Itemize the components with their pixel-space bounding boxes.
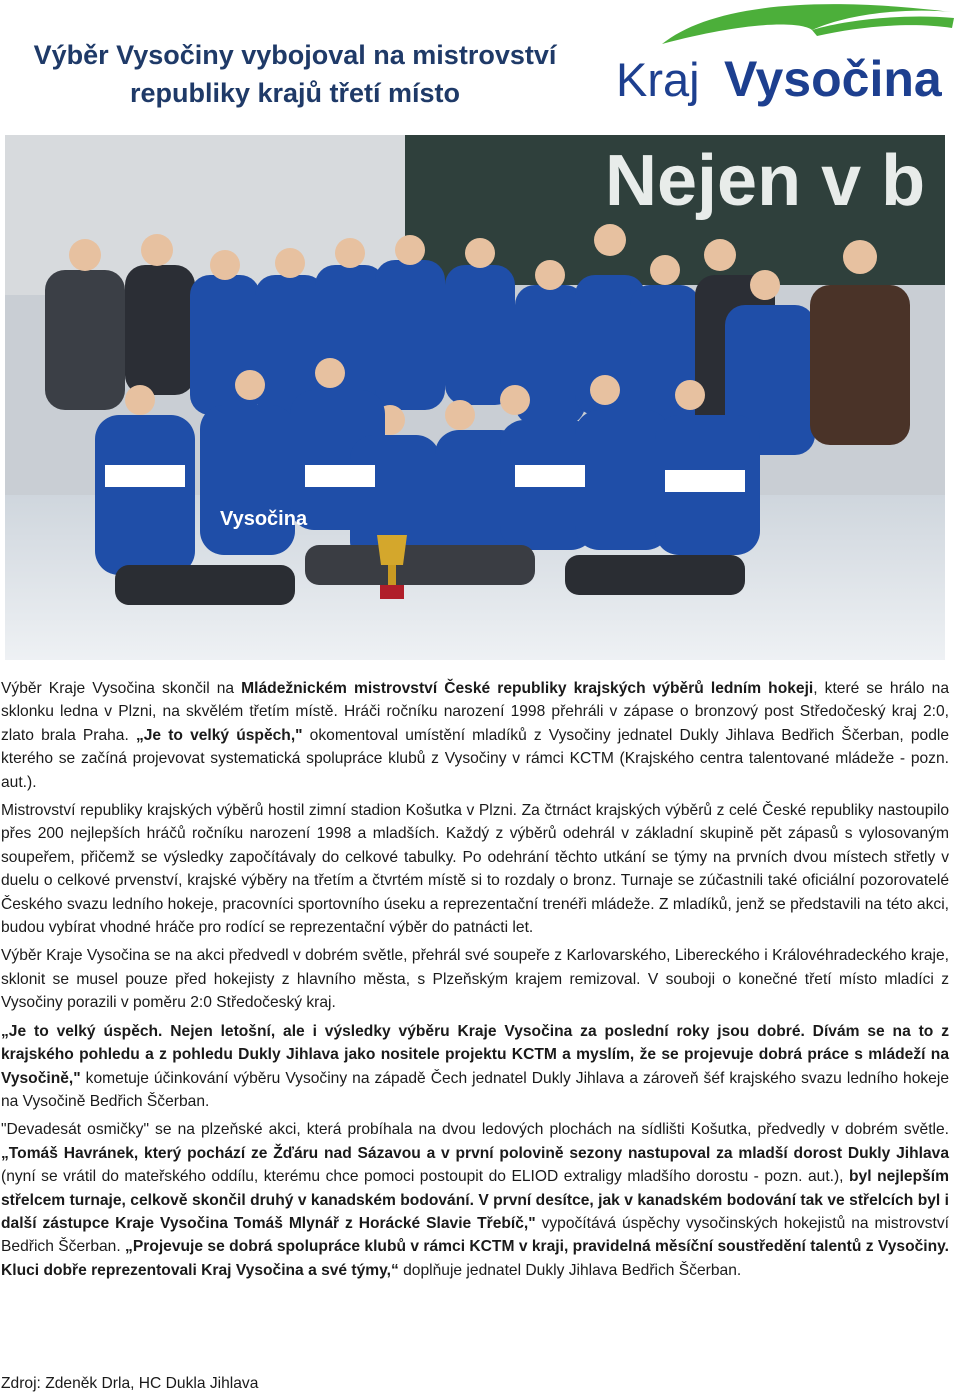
paragraph-2: Mistrovství republiky krajských výběrů hostil zimní stadion Košutka v Plzni. Za čtrnáct krajských výběrů z celé České republiky nastoupilo přes 200 nejlepších hráčů ročníku narození 1998 a mladších. Každý z výběrů odehrál v základní skupině pět zápasů s vylosovaným soupeřem, přičemž se výsledky započítávaly do celkové tabulky. Po odehrání těchto utkání se týmy na prvních dvou místech střetly v duelu o celkové prvenství, krajské výběry na třetím a čtvrtém místě si to rozdaly o bronz. Turnaje se zúčastnili také oficiální pozorovatelé Českého svazu ledního hokeje, pracovníci sportovního úseku a reprezentační trenéři mládeže. Z mladíků, jenž se představili na této akci, budou vybírat vhodné hráče pro rodící se reprezentační výběr do patnácti let. — [1, 802, 949, 937]
paragraph-5 — [1, 1118, 949, 1282]
bold-run: „Je to velký úspěch. Nejen letošní, ale i výsledky výběru Kraje Vysočina za poslední roky jsou dobré. Dívám se na to z krajského pohledu a z pohledu Dukly Jihlava jako nositele projektu KCTM a myslím, že se projevuje dobrá práce s mládeží na Vysočině," — [1, 1022, 949, 1087]
kraj-vysocina-logo — [612, 0, 960, 112]
source-credit: Zdroj: Zdeněk Drla, HC Dukla Jihlava — [1, 1375, 259, 1392]
title-line-1: Výběr Vysočiny vybojoval na mistrovství — [33, 40, 557, 70]
text-run: (nyní se vrátil do mateřského oddílu, kterému chce pomoci postoupit do ELIOD extraligy mladšího dorostu - pozn. aut.), — [1, 1168, 850, 1186]
paragraph-3: Výběr Kraje Vysočina se na akci předvedl v dobrém světle, přehrál své soupeře z Karlovarského, Libereckého i Královéhradeckého kraje, sklonit se musel pouze před hokejisty z hlavního města, s Plzeňským krajem remizoval. V souboji o konečné třetí místo mladíci z Vysočiny porazili v poměru 2:0 Středočeský kraj. — [1, 947, 949, 1012]
arena-banner-text: Nejen v b — [605, 141, 926, 221]
text-run: "Devadesát osmičky" se na plzeňské akci, která probíhala na dvou ledových plochách na sídlišti Košutka, předvedly v dobrém světle. — [1, 1121, 949, 1139]
text-run: vypočítává úspěchy vysočinských hokejistů na mistrovství Bedřich Ščerban. — [1, 1214, 949, 1256]
text-run: kometuje účinkování výběru Vysočiny na západě Čech jednatel Dukly Jihlava a zároveň šéf krajského svazu ledního hokeje na Vysočině Bedřich Ščerban. — [1, 1069, 949, 1110]
text-run: Výběr Kraje Vysočina skončil na — [1, 680, 242, 697]
article-body — [1, 677, 949, 1287]
bold-run: byl nejlepším střelcem turnaje, celkově skončil druhý v kanadském bodování. V první desítce, jak v kanadském bodování tak ve střelcích byl i další zástupce Kraje Vysočina Tomáš Mlynář z Horácké Slavie Třebíč," — [1, 1168, 949, 1232]
logo-text-kraj: Kraj — [616, 53, 700, 106]
logo-text-vysocina: Vysočina — [724, 51, 942, 107]
bold-run: „Projevuje se dobrá spolupráce klubů v rámci KCTM v kraji, pravidelná měsíční soustředění talentů z Vysočiny. Kluci dobře reprezentovali Kraj Vysočina a své týmy,“ — [1, 1238, 949, 1279]
text-run: okomentoval umístění mladíků z Vysočiny jednatel Dukly Jihlava Bedřich Ščerban, podle kterého se začíná projevovat systematická spolupráce klubů z Vysočiny v rámci KCTM (Krajského centra talentované mládeže - pozn. aut.). — [1, 726, 949, 791]
article-title — [0, 36, 590, 112]
text-run: doplňuje jednatel Dukly Jihlava Bedřich Ščerban. — [398, 1261, 742, 1279]
text-run: , které se hrálo na sklonku ledna v Plzni, na skvělém třetím místě. Hráči ročníku narození 1998 přehráli v zápase o bronzový post Středočeský kraj 2:0, zlato brala Praha. — [1, 680, 949, 744]
title-line-2: republiky krajů třetí místo — [129, 78, 461, 108]
bold-run: „Tomáš Havránek, který pochází ze Žďáru nad Sázavou a v první polovině sezony nastupoval za mladší dorost Dukly Jihlava — [1, 1144, 949, 1162]
jersey-text: Vysočina — [220, 508, 308, 530]
paragraph-4 — [1, 1020, 949, 1114]
bold-run: „Je to velký úspěch," — [135, 726, 303, 744]
team-photo — [5, 135, 945, 660]
bold-run: Mládežnickém mistrovství České republiky krajských výběrů ledním hokeji — [241, 680, 814, 697]
paragraph-1 — [1, 677, 949, 794]
